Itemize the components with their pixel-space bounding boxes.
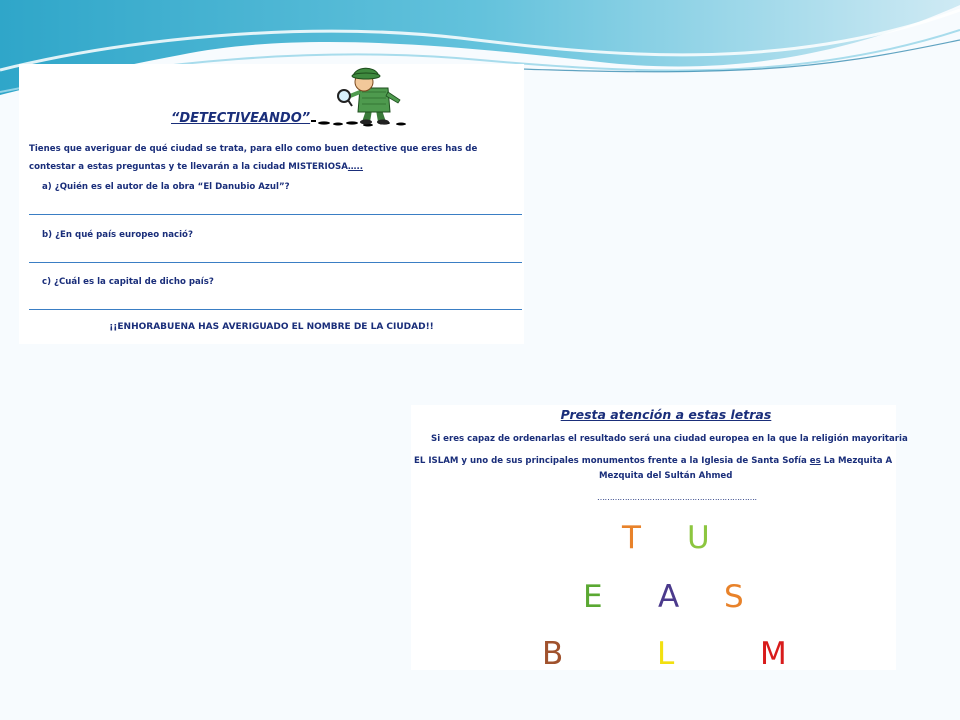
letter-m: M (760, 636, 787, 672)
answer-line-c[interactable] (29, 309, 522, 310)
worksheet-title: “DETECTIVEANDO” (171, 111, 311, 126)
detective-clipart (306, 66, 411, 131)
line2-start: EL ISLAM y uno de sus principales monumentos frente a la Iglesia de Santa Sofía (414, 456, 810, 466)
letter-t: T (622, 520, 641, 556)
line2-mezquita: Mezquita A (838, 456, 893, 466)
question-b: b) ¿En qué país europeo nació? (42, 230, 193, 240)
letter-s: S (724, 579, 744, 615)
letters-instruction-line3: Mezquita del Sultán Ahmed (599, 471, 733, 481)
letter-u: U (687, 520, 710, 556)
question-a: a) ¿Quién es el autor de la obra “El Danubio Azul”? (42, 182, 290, 192)
detective-worksheet (19, 64, 524, 344)
line2-es: es (809, 456, 821, 466)
congrats-text: ¡¡ENHORABUENA HAS AVERIGUADO EL NOMBRE DE LA CIUDAD!! (109, 322, 434, 332)
intro-text (29, 140, 521, 176)
answer-dots[interactable]: ………………………………………………………. (597, 493, 757, 502)
answer-line-a[interactable] (29, 214, 522, 215)
letter-e: E (583, 579, 603, 615)
question-c: c) ¿Cuál es la capital de dicho país? (42, 277, 214, 287)
letters-instruction-line1: Si eres capaz de ordenarlas el resultado será una ciudad europea en la que la religión mayoritaria (431, 434, 908, 444)
letters-instruction-line2 (414, 456, 892, 466)
line2-la: La (820, 456, 838, 466)
letter-b: B (542, 636, 564, 672)
letters-worksheet (411, 405, 908, 672)
answer-line-b[interactable] (29, 262, 522, 263)
letter-a: A (658, 579, 680, 615)
letters-title: Presta atención a estas letras (560, 407, 772, 422)
letter-l: L (657, 636, 675, 672)
intro-ellipsis: ….. (347, 162, 364, 172)
intro-main: Tienes que averiguar de qué ciudad se trata, para ello como buen detective que eres has de contestar a estas preguntas y te llevarán a la ciudad MISTERIOSA (29, 144, 478, 172)
